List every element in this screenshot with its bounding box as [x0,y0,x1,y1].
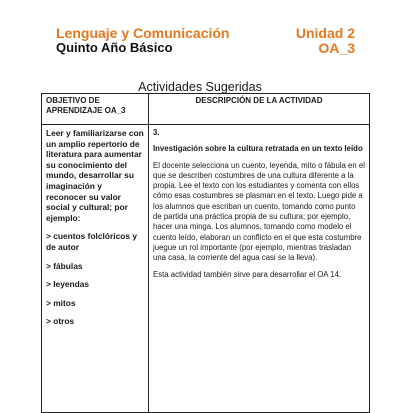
table-header-row [42,94,370,125]
objective-cell [42,125,149,413]
objective-item: > fábulas [46,260,83,271]
objective-code: OA_3 [318,40,355,56]
objective-item: > otros [46,316,75,327]
objective-item: > mitos [46,297,76,308]
activities-table [41,93,370,413]
activity-body: El docente selecciona un cuento, leyenda, mito o fábula en el que se describen costumbres de una cultura diferente a la propia. Lee el texto con los estudiantes y comenta con ellos cómo esas costumbres se plasman en el texto. Luego pide a los alumnos que escriban un cuento, tomando como punto de partida una práctica propia de su cultura; por ejemplo, hacer una minga. Los alumnos, tomando como modelo el cuento leído, elaboran un conflicto en el que esta costumbre juegue un rol importante (por ejemplo, mientras trasladan una casa, la corriente del agua casi se la lleva). [153,160,365,263]
objective-text: Leer y familiarizarse con un amplio repertorio de literatura para aumentar su conocimiento del mundo, desarrollar su imaginación y reconocer su valor social y cultural; por ejemplo: [46,128,144,223]
objective-column-header: OBJETIVO DE APRENDIZAJE OA_3 [42,94,149,125]
activity-note: Esta actividad también sirve para desarrollar el OA 14. [153,269,342,279]
description-column-header: DESCRIPCIÓN DE LA ACTIVIDAD [149,94,370,125]
objective-item: > cuentos folclóricos y de autor [46,231,137,252]
activity-title: Investigación sobre la cultura retratada en un texto leído [153,144,363,154]
description-cell [149,125,370,413]
unit-label: Unidad 2 [295,25,355,41]
subject-title: Lenguaje y Comunicación [56,25,230,41]
table-row [42,125,370,413]
objective-item: > leyendas [46,279,90,290]
section-title: Actividades Sugeridas [138,80,262,94]
grade-level: Quinto Año Básico [56,40,173,55]
activity-number: 3. [153,128,160,137]
